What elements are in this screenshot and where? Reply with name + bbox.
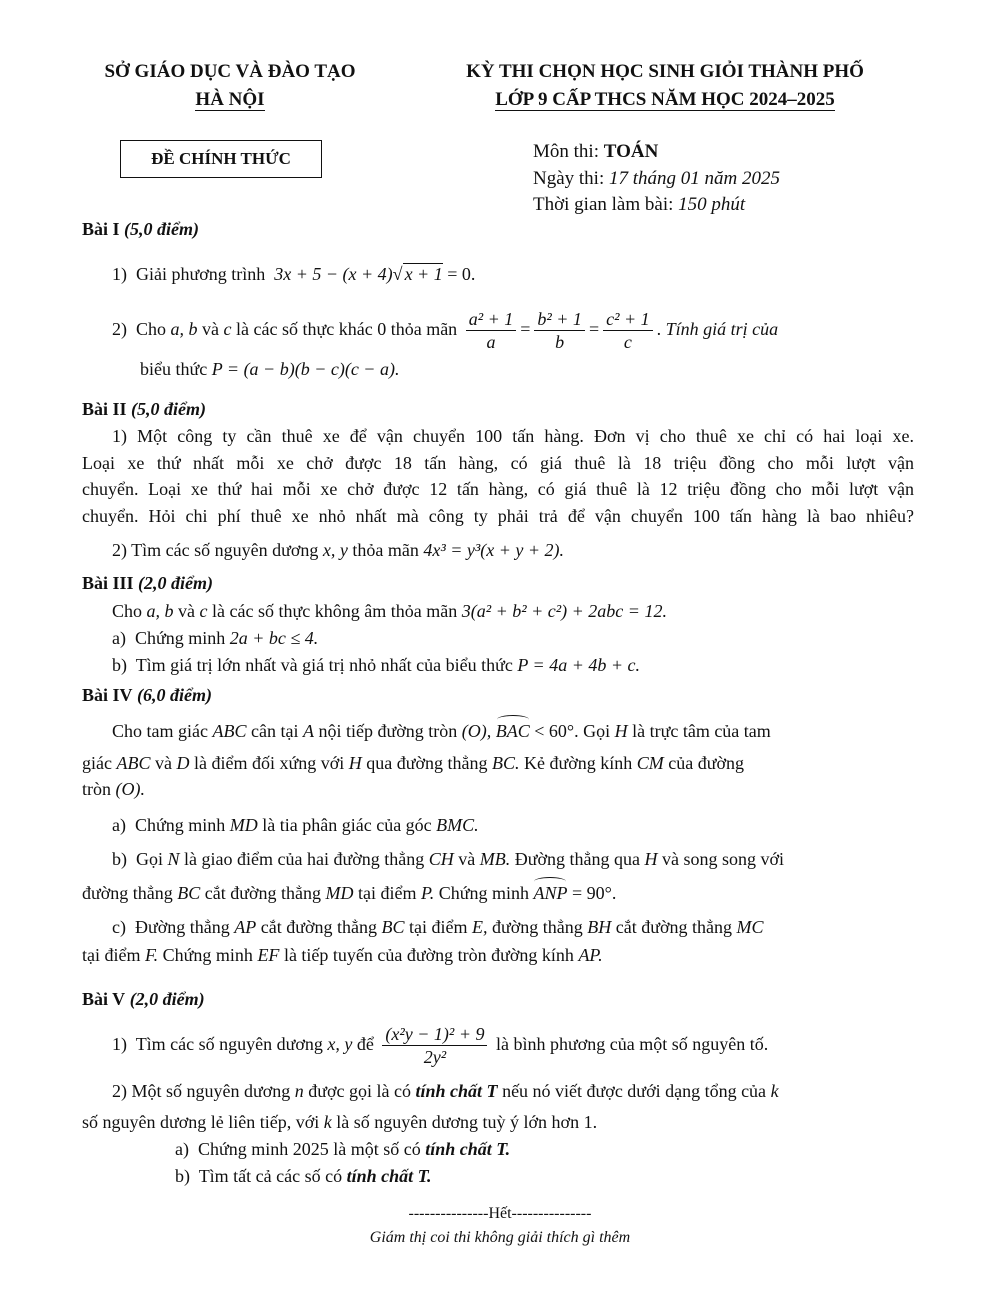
official-label: ĐỀ CHÍNH THỨC (120, 140, 322, 178)
exam-header (405, 58, 925, 114)
fraction-prime-square: $\frac{\text{(x²y − 1)² + 9}}{\text{2y²}}$ (382, 1023, 487, 1068)
angle-bac: BAC (496, 718, 530, 744)
fraction-c: $\frac{\text{c² + 1}}{c}$ (603, 308, 653, 353)
problem-1-question-2: 2) Cho a, b và c là các số thực khác 0 thỏa mãn $\frac{\text{a² + 1}}{a}$ = $\frac{\text{b² + 1}}{b}$ = $\frac{\text{c² + 1}}{c}$ . Tính giá trị của (112, 309, 779, 353)
problem-5-title: Bài V (2,0 điểm) (82, 989, 205, 1009)
problem-2-title: Bài II (5,0 điểm) (82, 399, 207, 419)
end-marker: ---------------Hết--------------- (408, 1205, 592, 1222)
problem-3-part-a: a) Chứng minh 2a + bc ≤ 4. (112, 628, 319, 648)
problem-5-part-a: a) Chứng minh 2025 là một số có tính chất T. (175, 1139, 511, 1159)
fraction-b: $\frac{\text{b² + 1}}{b}$ (534, 308, 585, 353)
problem-4-title: Bài IV (6,0 điểm) (82, 685, 212, 705)
problem-1-question-2-line-2: biểu thức P = (a − b)(b − c)(c − a). (140, 359, 400, 379)
duration-line: Thời gian làm bài: 150 phút (533, 194, 746, 215)
date-value: 17 tháng 01 năm 2025 (609, 168, 780, 189)
problem-5-question-2-line-2: số nguyên dương lẻ liên tiếp, với k là số nguyên dương tuỳ ý lớn hơn 1. (82, 1112, 598, 1132)
city-name: HÀ NỘI (195, 89, 265, 110)
fraction-a: $\frac{\text{a² + 1}}{a}$ (466, 308, 517, 353)
problem-3-part-b: b) Tìm giá trị lớn nhất và giá trị nhỏ nhất của biểu thức P = 4a + 4b + c. (112, 655, 640, 675)
problem-3-title: Bài III (2,0 điểm) (82, 573, 214, 593)
exam-title: KỲ THI CHỌN HỌC SINH GIỎI THÀNH PHỐ (466, 61, 864, 82)
problem-2-question-2: 2) Tìm các số nguyên dương x, y thỏa mãn 4x³ = y³(x + y + 2). (112, 540, 565, 560)
problem-4-intro-line-1: Cho tam giác ABC cân tại A nội tiếp đường tròn (O), BAC < 60°. Gọi H là trực tâm của tam (112, 718, 771, 744)
problem-4-intro-line-3: tròn (O). (82, 779, 145, 799)
problem-1-title: Bài I (5,0 điểm) (82, 219, 199, 239)
problem-4-intro-line-2: giác ABC và D là điểm đối xứng với H qua đường thẳng BC. Kẻ đường kính CM của đường (82, 753, 745, 773)
problem-4-part-b: b) Gọi N là giao điểm của hai đường thẳng CH và MB. Đường thẳng qua H và song song với (112, 849, 785, 869)
problem-4-part-c-line-2: tại điểm F. Chứng minh EF là tiếp tuyến của đường tròn đường kính AP. (82, 945, 603, 965)
problem-5-question-1: 1) Tìm các số nguyên dương x, y để $\frac{\text{(x²y − 1)² + 9}}{\text{2y²}}$ là bình phương của một số nguyên tố. (112, 1024, 769, 1068)
subject-line: Môn thi: TOÁN (533, 141, 659, 162)
problem-1-question-1: 1) Giải phương trình 3x + 5 − (x + 4)√ x + 1 = 0. (112, 264, 476, 284)
exam-grade-year: LỚP 9 CẤP THCS NĂM HỌC 2024–2025 (495, 89, 835, 110)
problem-4-part-b-line-2: đường thẳng BC cắt đường thẳng MD tại điểm P. Chứng minh ANP = 90°. (82, 880, 616, 906)
problem-4-part-a: a) Chứng minh MD là tia phân giác của góc BMC. (112, 815, 479, 835)
problem-4-part-c: c) Đường thẳng AP cắt đường thẳng BC tại điểm E, đường thẳng BH cắt đường thẳng MC (112, 917, 764, 937)
angle-anp: ANP (533, 880, 567, 906)
department-name: SỞ GIÁO DỤC VÀ ĐÀO TẠO (104, 61, 356, 82)
problem-3-intro: Cho a, b và c là các số thực không âm thỏa mãn 3(a² + b² + c²) + 2abc = 12. (112, 601, 667, 621)
proctor-note: Giám thị coi thi không giải thích gì thêm (369, 1229, 631, 1246)
department-header (70, 58, 390, 114)
date-line: Ngày thi: 17 tháng 01 năm 2025 (533, 168, 780, 189)
problem-5-question-2: 2) Một số nguyên dương n được gọi là có tính chất T nếu nó viết được dưới dạng tổng của k (112, 1081, 779, 1101)
problem-5-part-b: b) Tìm tất cả các số có tính chất T. (175, 1166, 432, 1186)
problem-2-question-1: 1) Một công ty cần thuê xe để vận chuyển 100 tấn hàng. Đơn vị cho thuê xe chỉ có hai loại xe. Loại xe thứ nhất mỗi xe chở được 18 tấn hàng, có giá thuê là 18 triệu đồng cho mỗi lượt vận chuyển. Loại xe thứ hai mỗi xe chở được 12 tấn hàng, có giá thuê là 12 triệu đồng cho mỗi lượt vận chuyển. Hỏi chi phí thuê xe nhỏ nhất mà công ty phải trả để vận chuyển 100 tấn hàng là bao nhiêu? (82, 426, 914, 526)
duration-value: 150 phút (678, 194, 746, 215)
subject-value: TOÁN (603, 141, 659, 162)
